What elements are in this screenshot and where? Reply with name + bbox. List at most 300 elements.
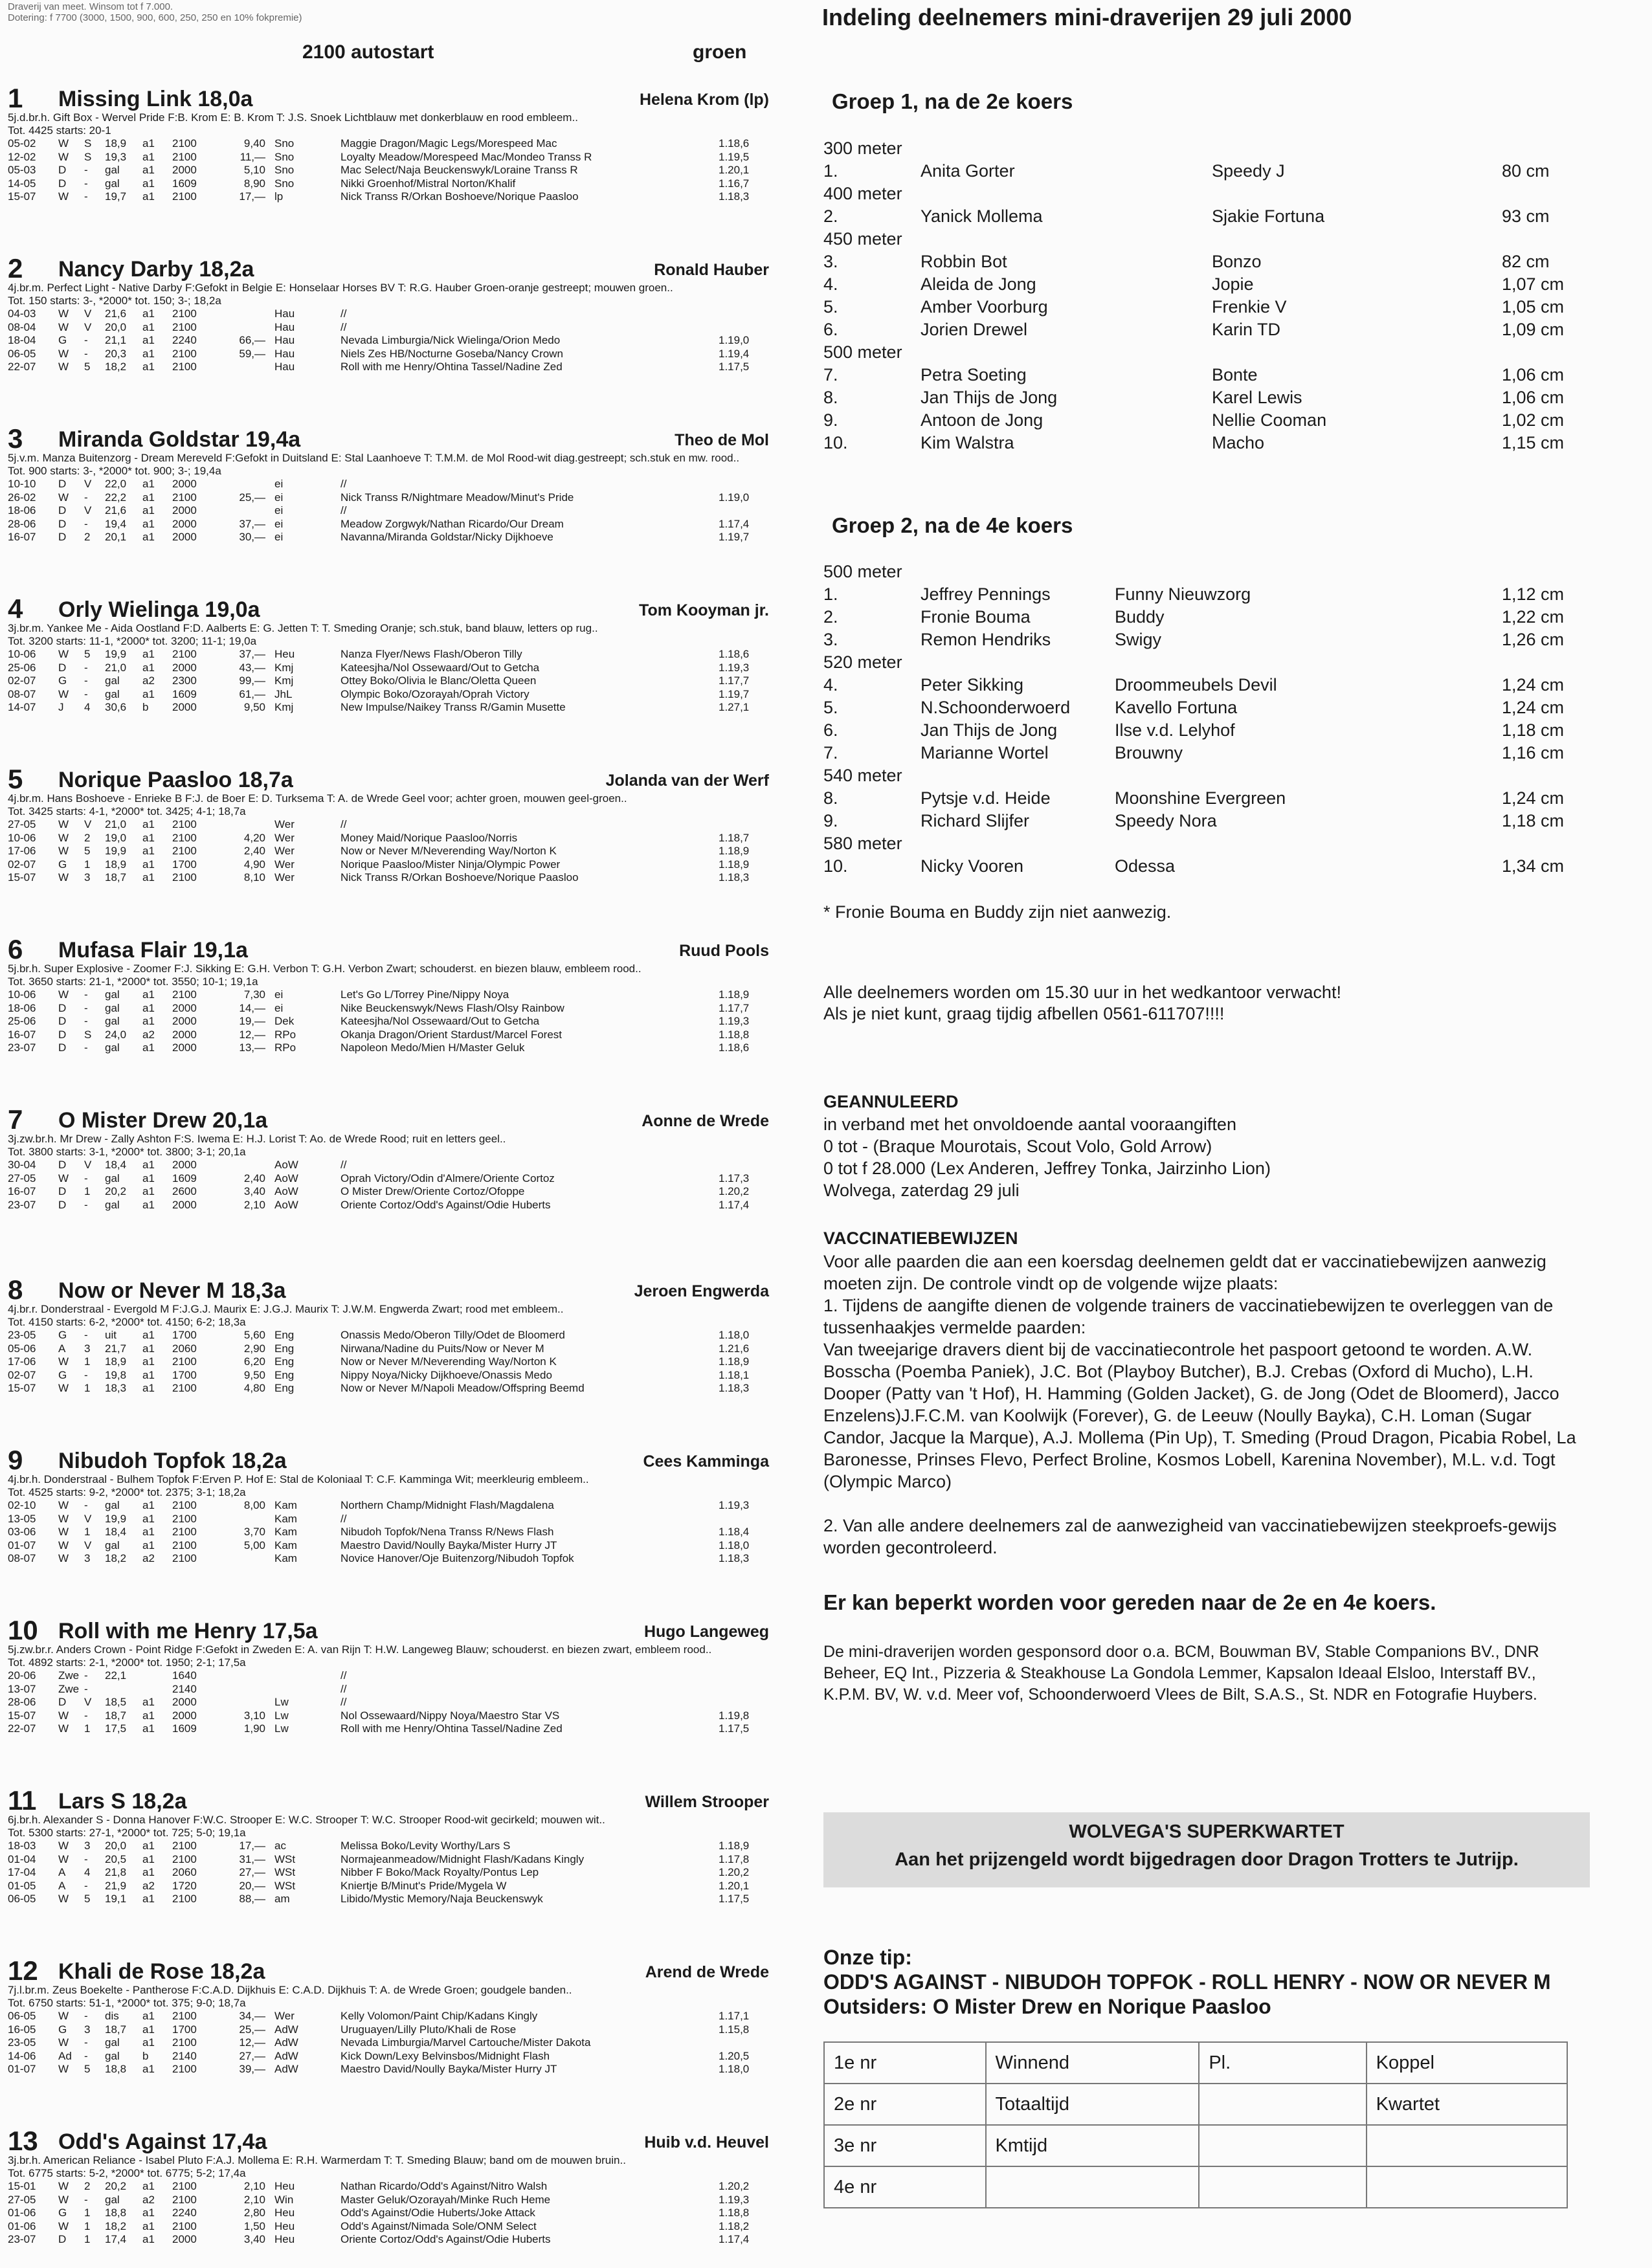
result-row [8,1185,772,1199]
result-cell: 6,20 [243,1355,265,1368]
result-cell: 21,7 [105,1342,127,1355]
result-cell: 7,30 [243,988,265,1001]
entry-form [823,2041,1568,2208]
result-cell: J [58,701,64,713]
horse-pedigree: 4j.br.m. Hans Boshoeve - Enrieke B F:J. de Boer E: D. Turksema T: A. de Wrede Geel voor; achter groen, mouwen geel-groen.. [8,792,627,805]
pony-height: 80 cm [1502,161,1550,181]
result-cell: 1.18,0 [719,2063,750,2075]
result-cell: Libido/Mystic Memory/Naja Beuckenswyk [340,1893,543,1905]
participant-rank: 2. [823,206,838,226]
result-cell: Nick Transs R/Orkan Boshoeve/Norique Paasloo [340,190,579,203]
result-cell: Eng [274,1382,295,1394]
result-cell: 2100 [172,648,197,660]
result-cell: a2 [142,1552,155,1564]
result-cell: 3,40 [243,1185,265,1197]
form-cell [1199,2166,1366,2208]
result-cell: W [58,1852,69,1865]
result-cell: 1.18,3 [719,1552,750,1564]
pony-name: Frenkie V [1212,297,1287,317]
result-cell: 88,— [239,1893,265,1905]
pony-name: Odessa [1115,856,1176,876]
result-cell: a1 [142,320,155,333]
result-cell: 1700 [172,1368,197,1381]
result-cell: 1 [84,1355,91,1368]
result-cell: a1 [142,1696,155,1708]
horse-driver: Ruud Pools [679,942,769,960]
result-cell: a1 [142,2063,155,2075]
result-cell: W [58,648,69,660]
participant-name: Aleida de Jong [921,274,1036,294]
result-cell: 01-05 [8,1879,36,1892]
result-cell: - [84,1329,88,1341]
result-cell: - [84,2010,88,2022]
result-cell: ei [274,531,284,543]
result-cell: 19,9 [105,648,127,660]
horse-totals: Tot. 3425 starts: 4-1, *2000* tot. 3425; 4-1; 18,7a [8,805,246,817]
result-cell: a1 [142,2010,155,2022]
result-cell: D [58,1015,67,1027]
result-cell: a1 [142,1539,155,1551]
result-cell: 1.19,0 [719,334,750,346]
result-row [8,1722,772,1736]
result-row [8,2180,772,2194]
participant-rank: 10. [823,433,848,452]
horse-entry [8,1955,772,2126]
participant-name: Jorien Drewel [921,320,1028,339]
horse-name: O Mister Drew 20,1a [58,1108,268,1133]
result-cell: 5 [84,2063,91,2075]
race-title: 2100 autostart [302,41,434,63]
result-cell: 1.20,2 [719,1185,750,1197]
race-condition: Draverij van meet. Winsom tot f 7.000. [8,1,173,12]
vaccination-p3: Van tweejarige dravers dient bij de vaccinatiecontrole het paspoort getoond te worden. A.W. Bosscha (Poemba Paniek), J.C. Bot (Playboy Butcher), B.J. Crebas (Oxford di Mucho), L.H. Dooper (Patty van 't Hof), H. Hamming (Golden Jacket), G. de Jong (Odet de Bloomerd), Jacco Enzelens)J.F.C.M. van Koolwijk (Forever), G. de Leeuw (Noully Bayka), C.H. Loman (Sugar Candor, Jacque la Marque), A.J. Mollema (Pin Up), T. Smeding (Proud Dragon, Picabia Robel, La Baronesse, Prinses Flevo, Perfect Broline, Kosmos Lobell, Karenina November), M.L. v.d. Togt (Olympic Marco) [823,1340,1576,1491]
result-cell: 2000 [172,164,197,176]
result-cell: a1 [142,818,155,830]
result-cell: 08-07 [8,687,36,700]
result-cell: - [84,2036,88,2049]
result-cell: 20,5 [105,1852,127,1865]
result-cell: 4,20 [243,831,265,844]
result-cell: 18,2 [105,1552,127,1564]
form-cell: 2e nr [824,2084,986,2125]
vaccination-p4: 2. Van alle andere deelnemers zal de aanwezigheid van vaccinatiebewijzen steekproefs-gewijs worden gecontroleerd. [823,1516,1557,1557]
form-cell [986,2166,1200,2208]
pony-name: Ilse v.d. Lelyhof [1115,720,1235,740]
result-cell: Wer [274,831,295,844]
horse-number: 10 [8,1615,38,1645]
result-cell: gal [105,1001,120,1014]
result-cell: a1 [142,1342,155,1355]
horse-name: Lars S 18,2a [58,1789,187,1814]
result-cell: Nathan Ricardo/Odd's Against/Nitro Walsh [340,2180,548,2192]
result-row [8,151,772,164]
group2-footnote: * Fronie Bouma en Buddy zijn niet aanwezig. [823,902,1172,922]
result-cell: 10-06 [8,988,36,1001]
result-cell: gal [105,674,120,687]
result-row [8,1669,772,1683]
result-cell: a1 [142,137,155,150]
result-cell: 2100 [172,2010,197,2022]
form-cell: 3e nr [824,2125,986,2166]
result-cell: 21,1 [105,334,127,346]
participant-rank: 9. [823,811,838,830]
result-cell: Eng [274,1342,295,1355]
result-cell: G [58,334,67,346]
result-row [8,2063,772,2076]
result-cell: 2000 [172,1159,197,1171]
result-cell: D [58,531,67,543]
result-cell: 2100 [172,871,197,884]
result-cell: Sno [274,164,295,176]
result-cell: Nanza Flyer/News Flash/Oberon Tilly [340,648,522,660]
result-cell: 18,2 [105,361,127,373]
result-cell: 2000 [172,1015,197,1027]
result-cell: A [58,1879,66,1892]
result-cell: W [58,687,69,700]
tip-heading: Onze tip: [823,1946,912,1969]
result-cell: V [84,307,92,320]
result-cell: 02-07 [8,674,36,687]
horse-driver: Huib v.d. Heuvel [644,2133,769,2151]
result-cell: 19,1 [105,1893,127,1905]
result-cell: 2100 [172,2180,197,2192]
result-cell: Oprah Victory/Odin d'Almere/Oriente Cortoz [340,1172,555,1184]
horse-title-line [8,1274,772,1305]
result-row [8,361,772,374]
result-row [8,1893,772,1906]
result-cell: D [58,517,67,530]
participant-name: Petra Soeting [921,365,1027,384]
participant-name: Anita Gorter [921,161,1015,181]
result-row [8,531,772,544]
info-column [822,0,1644,2268]
result-cell: Kam [274,1539,297,1551]
result-cell: a1 [142,150,155,163]
participant-row [822,630,1599,652]
result-cell: Odd's Against/Odie Huberts/Joke Attack [340,2207,535,2219]
result-cell: 15-07 [8,871,36,884]
result-row [8,1499,772,1513]
result-cell: Okanja Dragon/Orient Stardust/Marcel Forest [340,1028,563,1041]
participant-rank: 1. [823,161,838,181]
result-cell: 27-05 [8,1172,36,1184]
horse-pedigree: 4j.br.m. Perfect Light - Native Darby F:Gefokt in Belgie E: Honselaar Horses BV T: R.G. Hauber Groen-oranje gestreept; mouwen groen.. [8,282,673,294]
result-cell: a1 [142,1198,155,1211]
result-row [8,2207,772,2220]
horse-number: 8 [8,1274,23,1305]
participant-rank: 3. [823,252,838,271]
result-cell: - [84,1001,88,1014]
result-cell: Nike Beuckenswyk/News Flash/Olsy Rainbow [340,1001,564,1014]
participant-rank: 5. [823,297,838,317]
participant-rank: 6. [823,720,838,740]
result-row [8,2023,772,2037]
horse-title-line [8,253,772,284]
result-cell: Wer [274,858,295,871]
participant-row [822,365,1599,388]
result-cell: 05-02 [8,137,36,150]
participant-row [822,433,1599,456]
cancelled-line: 0 tot f 28.000 (Lex Anderen, Jeffrey Tonka, Jairzinho Lion) [823,1159,1271,1178]
result-cell: a1 [142,1382,155,1394]
result-cell: a1 [142,1499,155,1511]
result-cell: 59,— [239,347,265,360]
horse-driver: Tom Kooyman jr. [639,601,769,619]
result-cell: Norique Paasloo/Mister Ninja/Olympic Power [340,858,561,871]
result-cell: 2100 [172,1852,197,1865]
result-cell: 5 [84,1893,91,1905]
result-cell: 18-03 [8,1840,36,1852]
result-cell: V [84,1512,92,1525]
pony-height: 82 cm [1502,252,1550,271]
result-cell: 04-03 [8,307,36,320]
result-cell: Hau [274,334,295,346]
result-cell: 23-07 [8,1198,36,1211]
result-cell: 1720 [172,1879,197,1892]
result-cell: am [274,1893,290,1905]
result-cell: 1 [84,1185,91,1197]
result-cell: Olympic Boko/Ozorayah/Oprah Victory [340,687,530,700]
horse-entry [8,253,772,423]
superkwartet-banner [823,1812,1590,1887]
result-cell: 37,— [239,648,265,660]
horse-name: Odd's Against 17,4a [58,2129,267,2154]
result-row [8,1840,772,1853]
result-cell: Wer [274,871,295,884]
form-cell: 4e nr [824,2166,986,2208]
result-row [8,688,772,702]
result-cell: 18,2 [105,2219,127,2232]
result-cell: W [58,2219,69,2232]
result-cell: b [142,2049,149,2062]
result-cell: 1.17,3 [719,1172,750,1184]
participant-name: Jeffrey Pennings [921,584,1051,604]
result-cell: D [58,1198,67,1211]
horse-title-line [8,1615,772,1645]
result-cell: 8,10 [243,871,265,884]
result-cell: - [84,1041,88,1054]
result-cell: 02-07 [8,1368,36,1381]
result-cell: gal [105,1041,120,1054]
result-cell: Heu [274,2207,295,2219]
result-cell: 61,— [239,687,265,700]
result-cell: W [58,361,69,373]
result-cell: 2100 [172,491,197,504]
result-cell: 18,3 [105,1382,127,1394]
result-cell: 30,6 [105,701,127,713]
result-cell: Kateesjha/Nol Ossewaard/Out to Getcha [340,661,540,674]
result-cell: 19,9 [105,1512,127,1525]
result-cell: 5 [84,361,91,373]
result-cell: 18,9 [105,137,127,150]
result-cell: 1 [84,2233,91,2245]
result-cell: 12,— [239,1028,265,1041]
result-cell: - [84,2049,88,2062]
distance-heading [822,562,1599,584]
horse-pedigree: 5j.d.br.h. Gift Box - Wervel Pride F:B. Krom E: B. Krom T: J.S. Snoek Lichtblauw met donkerblauw en rood embleem.. [8,111,578,124]
result-cell: W [58,2180,69,2192]
horse-entry [8,1785,772,1955]
horse-pedigree: 5j.br.h. Super Explosive - Zoomer F:J. Sikking E: G.H. Verbon T: G.H. Verbon Zwart; schouderst. en biezen blauw, embleem rood.. [8,962,642,975]
participant-name: Jan Thijs de Jong [921,720,1058,740]
result-cell: 1609 [172,177,197,190]
result-cell: 19,3 [105,150,127,163]
pony-height: 1,07 cm [1502,274,1565,294]
distance-heading [822,139,1599,161]
result-cell: 2100 [172,1382,197,1394]
pony-name: Jopie [1212,274,1254,294]
result-cell: 2240 [172,2207,197,2219]
form-row [824,2166,1567,2208]
race-header [8,1,302,23]
horse-entry [8,1615,772,1785]
result-cell: a1 [142,2180,155,2192]
result-cell: 99,— [239,674,265,687]
result-cell: 1.18,6 [719,137,750,150]
result-row [8,177,772,191]
result-cell: Kam [274,1499,297,1511]
result-cell: S [84,150,92,163]
result-cell: D [58,661,67,674]
result-cell: gal [105,177,120,190]
pony-height: 1,18 cm [1502,811,1565,830]
vaccination-heading: VACCINATIEBEWIJZEN [823,1228,1018,1248]
result-cell: D [58,1159,67,1171]
result-cell: Zwe [58,1669,80,1682]
result-cell: 01-07 [8,1539,36,1551]
result-row [8,858,772,872]
result-cell: a1 [142,2036,155,2049]
result-cell: 1.17,8 [719,1852,750,1865]
result-cell: Kick Down/Lexy Belvinsbos/Midnight Flash [340,2049,550,2062]
result-row [8,2194,772,2207]
notice [823,982,1341,1025]
result-cell: AdW [274,2063,298,2075]
result-row [8,137,772,151]
result-cell: 18,8 [105,2207,127,2219]
pony-height: 1,02 cm [1502,410,1565,430]
result-cell: Hau [274,320,295,333]
result-cell: a1 [142,871,155,884]
result-cell: D [58,504,67,517]
result-cell: 1700 [172,858,197,871]
result-cell: Win [274,2193,294,2206]
result-cell: G [58,1368,67,1381]
participant-row [822,297,1599,320]
horse-pedigree: 5j.zw.br.r. Anders Crown - Point Ridge F:Gefokt in Zweden E: A. van Rijn T: H.W. Langeweg Blauw; schouderst. en biezen zwart, embleem rood.. [8,1643,712,1656]
result-cell: W [58,1840,69,1852]
distance-label: 520 meter [823,652,902,672]
result-cell: - [84,1172,88,1184]
participant-name: Kim Walstra [921,433,1014,452]
result-cell: 2100 [172,1355,197,1368]
result-cell: V [84,1159,92,1171]
result-cell: Nick Transs R/Nightmare Meadow/Minut's Pride [340,491,574,504]
horse-pedigree: 4j.br.h. Donderstraal - Bulhem Topfok F:Erven P. Hof E: Stal de Koloniaal T: C.F. Kamminga Wit; meerkleurig embleem.. [8,1473,589,1485]
result-cell: Northern Champ/Midnight Flash/Magdalena [340,1499,554,1511]
horse-driver: Helena Krom (lp) [639,91,769,109]
horse-name: Now or Never M 18,3a [58,1278,286,1303]
result-cell: a1 [142,491,155,504]
result-cell: 17,— [239,1840,265,1852]
horse-driver: Jeroen Engwerda [634,1282,769,1300]
result-cell: 16-05 [8,2023,36,2036]
result-cell: 2000 [172,1696,197,1708]
result-cell: - [84,674,88,687]
result-cell: 2100 [172,320,197,333]
result-cell: // [340,320,347,333]
result-cell: 18,8 [105,2063,127,2075]
horse-totals: Tot. 3650 starts: 21-1, *2000* tot. 3550; 10-1; 19,1a [8,975,258,988]
result-cell: 2100 [172,1893,197,1905]
result-cell: Heu [274,2180,295,2192]
result-cell: Nick Transs R/Orkan Boshoeve/Norique Paasloo [340,871,579,884]
result-cell: 27,— [239,1866,265,1878]
result-cell: V [84,320,92,333]
result-cell: // [340,478,347,490]
result-cell: 10-06 [8,831,36,844]
result-cell: 01-06 [8,2219,36,2232]
group2-title: Groep 2, na de 4e koers [832,513,1073,537]
result-cell: 1.20,2 [719,2180,750,2192]
result-cell: 2240 [172,334,197,346]
horse-driver: Jolanda van der Werf [605,772,769,790]
pony-height: 1,06 cm [1502,365,1565,384]
result-row [8,1696,772,1709]
result-cell: a1 [142,504,155,517]
form-row [824,2084,1567,2125]
result-cell: S [84,137,92,150]
pony-name: Brouwny [1115,743,1183,762]
horse-totals: Tot. 5300 starts: 27-1, *2000* tot. 725; 5-0; 19,1a [8,1827,246,1839]
result-cell: 1.19,7 [719,687,750,700]
result-cell: 1.19,0 [719,491,750,504]
result-cell: Kelly Volomon/Paint Chip/Kadans Kingly [340,2010,538,2022]
participant-name: Pytsje v.d. Heide [921,788,1051,808]
horse-totals: Tot. 900 starts: 3-, *2000* tot. 900; 3-; 19,4a [8,465,221,477]
result-cell: 1 [84,2207,91,2219]
result-cell: WSt [274,1879,296,1892]
pony-height: 1,24 cm [1502,698,1565,717]
cancelled-line: Wolvega, zaterdag 29 juli [823,1181,1020,1200]
result-cell: Now or Never M/Neverending Way/Norton K [340,1355,557,1368]
result-cell: a1 [142,2207,155,2219]
vaccination-p1: Voor alle paarden die aan een koersdag deelnemen geldt dat er vaccinatiebewijzen aanwezig moeten zijn. De controle vindt op de volgende wijze plaats: [823,1252,1546,1293]
result-cell: 17-06 [8,845,36,857]
result-cell: 3 [84,871,91,884]
participant-name: Antoon de Jong [921,410,1044,430]
pony-height: 1,12 cm [1502,584,1565,604]
result-cell: 21,6 [105,504,127,517]
result-cell: 2140 [172,2049,197,2062]
result-cell: a1 [142,1709,155,1722]
result-cell: W [58,347,69,360]
result-cell: 22,2 [105,491,127,504]
horse-entry [8,83,772,253]
horse-title-line [8,594,772,624]
result-cell: 1.20,2 [719,1866,750,1878]
horse-pedigree: 3j.br.h. American Reliance - Isabel Pluto F:A.J. Mollema E: R.H. Warmerdam T: T. Smeding Blauw; band om de mouwen bruin.. [8,2154,626,2166]
result-cell: 1 [84,1526,91,1538]
form-cell: Koppel [1367,2042,1567,2084]
horse-number: 2 [8,253,23,284]
result-cell: 06-05 [8,2010,36,2022]
result-cell: 19,7 [105,190,127,203]
participant-name: Robbin Bot [921,252,1007,271]
result-cell: 1.18,1 [719,1368,750,1381]
result-cell: - [84,988,88,1001]
horse-number: 7 [8,1104,23,1135]
